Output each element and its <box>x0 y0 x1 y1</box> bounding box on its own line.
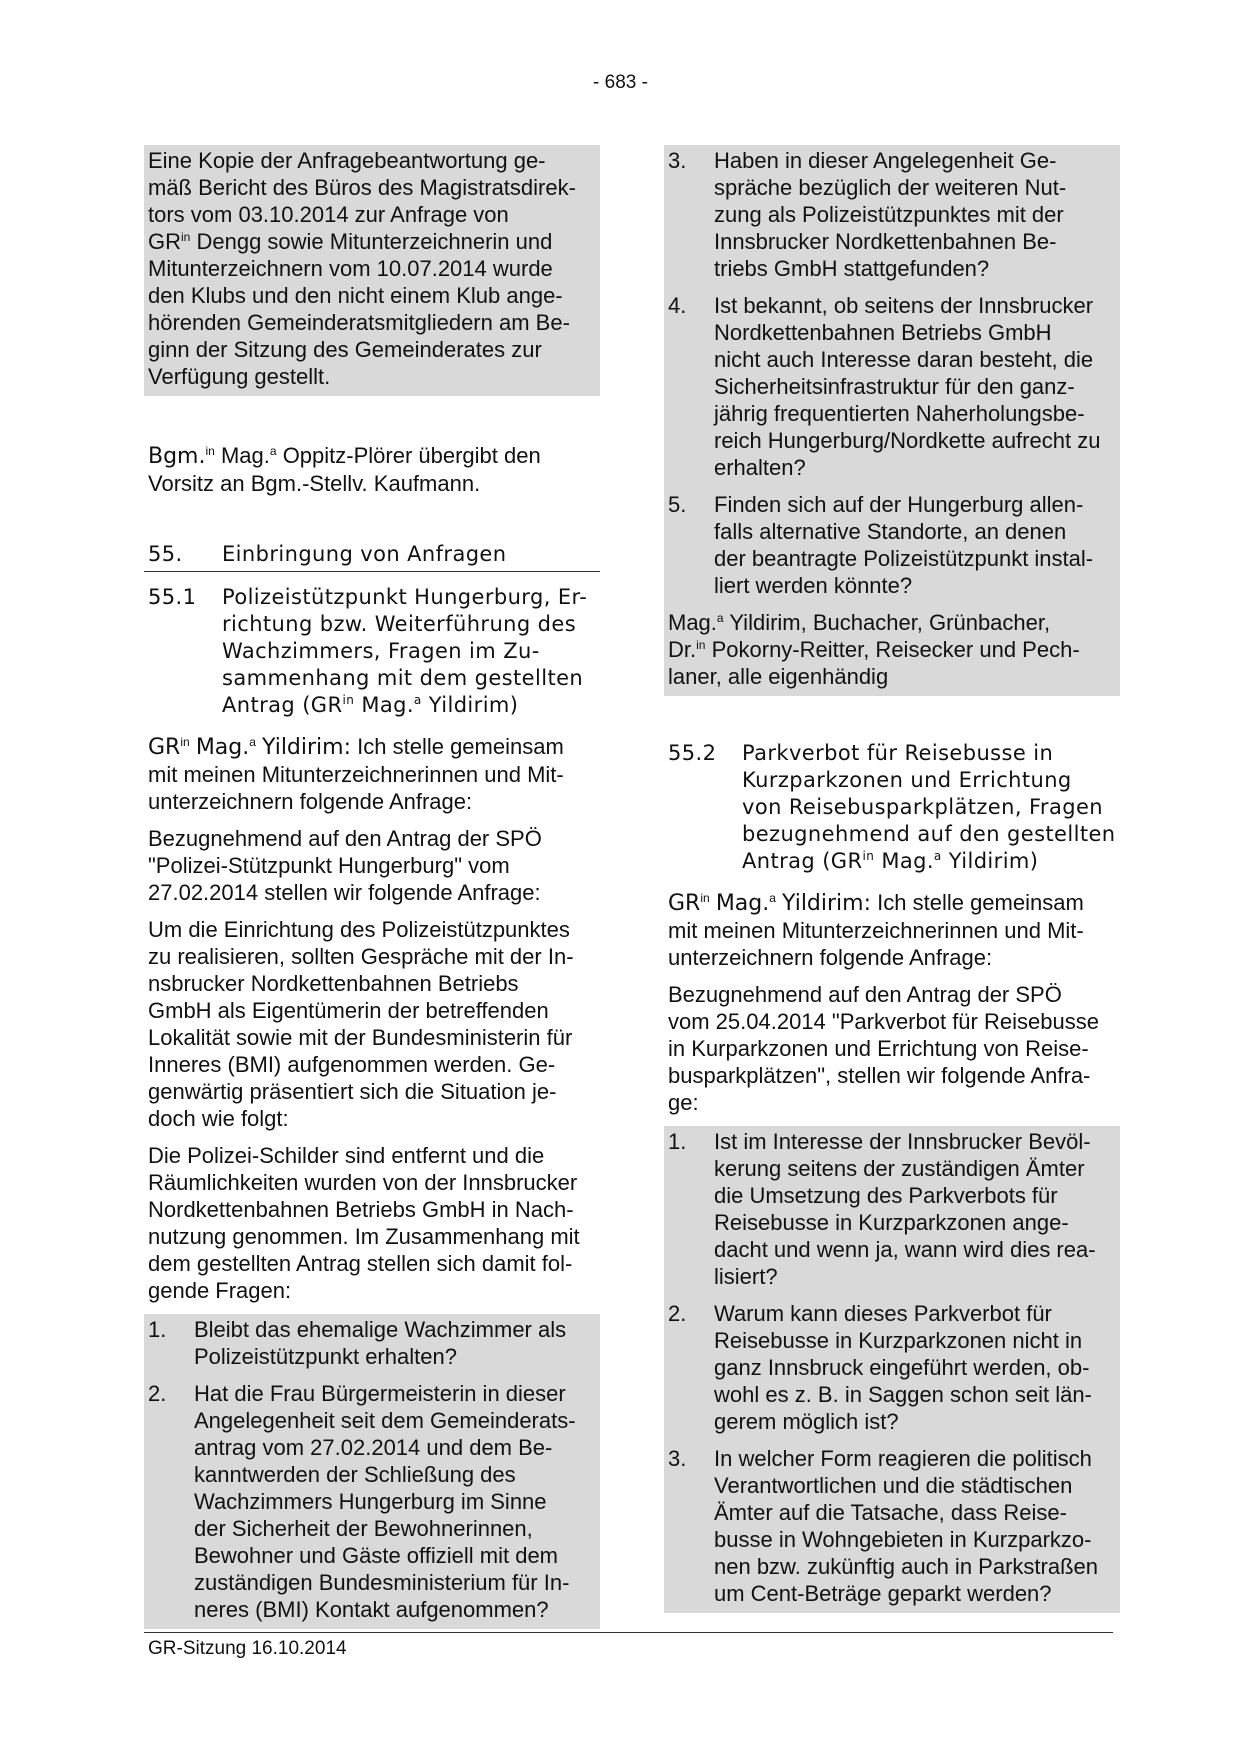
text-line: mäß Bericht des Büros des Magistratsdirek- <box>148 175 576 200</box>
info-box <box>144 145 600 396</box>
chair-handover <box>144 442 600 497</box>
text-line: den Klubs und den nicht einem Klub ange- <box>148 283 563 308</box>
text-line: $GR^{in}$ Mag.$^a$ Yildirim: Ich stelle gemeinsam <box>148 734 564 760</box>
item-number: 1. <box>148 1317 167 1342</box>
subsection-number: 55.1 <box>148 585 197 609</box>
item-text: Haben in dieser Angelegenheit Ge- spräche bezüglich der weiteren Nut- zung als Polizeistützpunktes mit der Innsbrucker Nordkettenbahnen Be- triebs GmbH stattgefunden? <box>714 148 1067 281</box>
item-number: 5. <box>668 492 687 517</box>
right-column <box>664 145 1120 1613</box>
text-line: Dr.$^{in}$ Pokorny-Reitter, Reisecker und Pech- <box>668 637 1080 662</box>
speaker-paragraph <box>664 889 1120 971</box>
paragraph: Die Polizei-Schilder sind entfernt und die Räumlichkeiten wurden von der Innsbrucker Nordkettenbahnen Betriebs GmbH in Nach- nutzung genommen. Im Zusammenhang mit dem gestellten Antrag stellen sich damit fol- gende Fragen: <box>148 1143 580 1303</box>
text-line: hörenden Gemeinderatsmitgliedern am Be- <box>148 310 570 335</box>
text-line: Vorsitz an Bgm.-Stellv. Kaufmann. <box>148 471 481 496</box>
list-item <box>148 1316 596 1370</box>
list-item <box>668 491 1116 599</box>
paragraph: Um die Einrichtung des Polizeistützpunktes zu realisieren, sollten Gespräche mit der In- nsbrucker Nordkettenbahnen Betriebs GmbH als Eigentümerin der betreffenden Lokalität sowie mit der Bundesministerin für Inneres (BMI) aufgenommen werden. Ge- genwärtig präsentiert sich die Situation je- doch wie folgt: <box>148 917 574 1131</box>
text-line: unterzeichnern folgende Anfrage: <box>668 945 993 970</box>
subsection-title: Parkverbot für Reisebusse in Kurzparkzonen und Errichtung von Reisebusparkplätzen, Fragen bezugnehmend auf den gestellten Antrag ($GR^{in}$ Mag.$^a$ Yildirim) <box>742 741 1116 873</box>
item-text: Ist im Interesse der Innsbrucker Bevöl- kerung seitens der zuständigen Ämter die Umsetzung des Parkverbots für Reisebusse in Kurzparkzonen ange- dacht und wenn ja, wann wird dies rea- lisiert? <box>714 1129 1096 1289</box>
item-text: In welcher Form reagieren die politisch Verantwortlichen und die städtischen Ämter auf die Tatsache, dass Reise- busse in Wohngebieten in Kurzparkzo- nen bzw. zukünftig auch in Parkstraßen um Cent-Beträge geparkt werden? <box>714 1446 1098 1606</box>
question-list <box>144 1314 600 1629</box>
subsection-heading-55-2 <box>664 740 1120 875</box>
section-title: Einbringung von Anfragen <box>222 542 507 566</box>
list-item <box>668 1128 1116 1290</box>
text-line: Verfügung gestellt. <box>148 364 331 389</box>
page-number: - 683 - <box>593 72 648 93</box>
item-number: 3. <box>668 1446 687 1471</box>
text-line: Mitunterzeichnern vom 10.07.2014 wurde <box>148 256 553 281</box>
left-column <box>144 145 600 1629</box>
footer-divider <box>144 1632 1113 1633</box>
speaker-paragraph <box>144 733 600 815</box>
item-text: Bleibt das ehemalige Wachzimmer als Polizeistützpunkt erhalten? <box>194 1317 567 1369</box>
text-line: laner, alle eigenhändig <box>668 664 889 689</box>
section-heading-55 <box>144 541 600 572</box>
list-item <box>668 1445 1116 1607</box>
text-line: $GR^{in}$ Mag.$^a$ Yildirim: Ich stelle gemeinsam <box>668 890 1084 916</box>
text-line: $GR^{in}$ Dengg sowie Mitunterzeichnerin und <box>148 229 553 254</box>
item-number: 1. <box>668 1129 687 1154</box>
item-text: Hat die Frau Bürgermeisterin in dieser Angelegenheit seit dem Gemeinderats- antrag vom 27.02.2014 und dem Be- kanntwerden der Schließung des Wachzimmers Hungerburg im Sinne der Sicherheit der Bewohnerinnen, Bewohner und Gäste offiziell mit dem zuständigen Bundesministerium für In- neres (BMI) Kontakt aufgenommen? <box>194 1381 576 1622</box>
text-line: Mag.$^a$ Yildirim, Buchacher, Grünbacher, <box>668 610 1051 635</box>
paragraph: Bezugnehmend auf den Antrag der SPÖ vom 25.04.2014 "Parkverbot für Reisebusse in Kurparkzonen und Errichtung von Reise- busparkplätzen", stellen wir folgende Anfra- ge: <box>668 982 1099 1115</box>
item-number: 3. <box>668 148 687 173</box>
subsection-title: Polizeistützpunkt Hungerburg, Er- richtung bzw. Weiterführung des Wachzimmers, Fragen im Zu- sammenhang mit dem gestellten Antrag ($GR^{in}$ Mag.$^a$ Yildirim) <box>222 585 588 717</box>
item-number: 4. <box>668 293 687 318</box>
subsection-number: 55.2 <box>668 741 717 765</box>
item-text: Finden sich auf der Hungerburg allen- falls alternative Standorte, an denen der beantragte Polizeistützpunkt instal- liert werden könnte? <box>714 492 1094 598</box>
list-item <box>668 292 1116 481</box>
item-number: 2. <box>668 1301 687 1326</box>
footer-session-label: GR-Sitzung 16.10.2014 <box>148 1638 347 1659</box>
section-number: 55. <box>148 542 183 566</box>
item-text: Warum kann dieses Parkverbot für Reisebusse in Kurzparkzonen nicht in ganz Innsbruck eingeführt werden, ob- wohl es z. B. in Saggen schon seit län- gerem möglich ist? <box>714 1301 1092 1434</box>
text-line: ginn der Sitzung des Gemeinderates zur <box>148 337 542 362</box>
text-line: mit meinen Mitunterzeichnerinnen und Mit- <box>668 918 1084 943</box>
text-line: mit meinen Mitunterzeichnerinnen und Mit- <box>148 762 564 787</box>
question-list <box>664 1126 1120 1613</box>
question-list <box>664 145 1120 696</box>
list-item <box>148 1380 596 1623</box>
list-item <box>668 147 1116 282</box>
list-item <box>668 1300 1116 1435</box>
signers <box>668 609 1116 690</box>
text-line: unterzeichnern folgende Anfrage: <box>148 789 473 814</box>
text-line: Eine Kopie der Anfragebeantwortung ge- <box>148 148 546 173</box>
paragraph: Bezugnehmend auf den Antrag der SPÖ "Polizei-Stützpunkt Hungerburg" vom 27.02.2014 stellen wir folgende Anfrage: <box>148 826 542 905</box>
subsection-heading-55-1 <box>144 584 600 719</box>
item-text: Ist bekannt, ob seitens der Innsbrucker Nordkettenbahnen Betriebs GmbH nicht auch Interesse daran besteht, die Sicherheitsinfrastruktur für den ganz- jährig frequentierten Naherholungsbe- reich Hungerburg/Nordkette aufrecht zu erhalten? <box>714 293 1101 480</box>
text-line: tors vom 03.10.2014 zur Anfrage von <box>148 202 509 227</box>
text-line: Bgm.$^{in}$ Mag.$^a$ Oppitz-Plörer übergibt den <box>148 443 541 469</box>
item-number: 2. <box>148 1381 167 1406</box>
